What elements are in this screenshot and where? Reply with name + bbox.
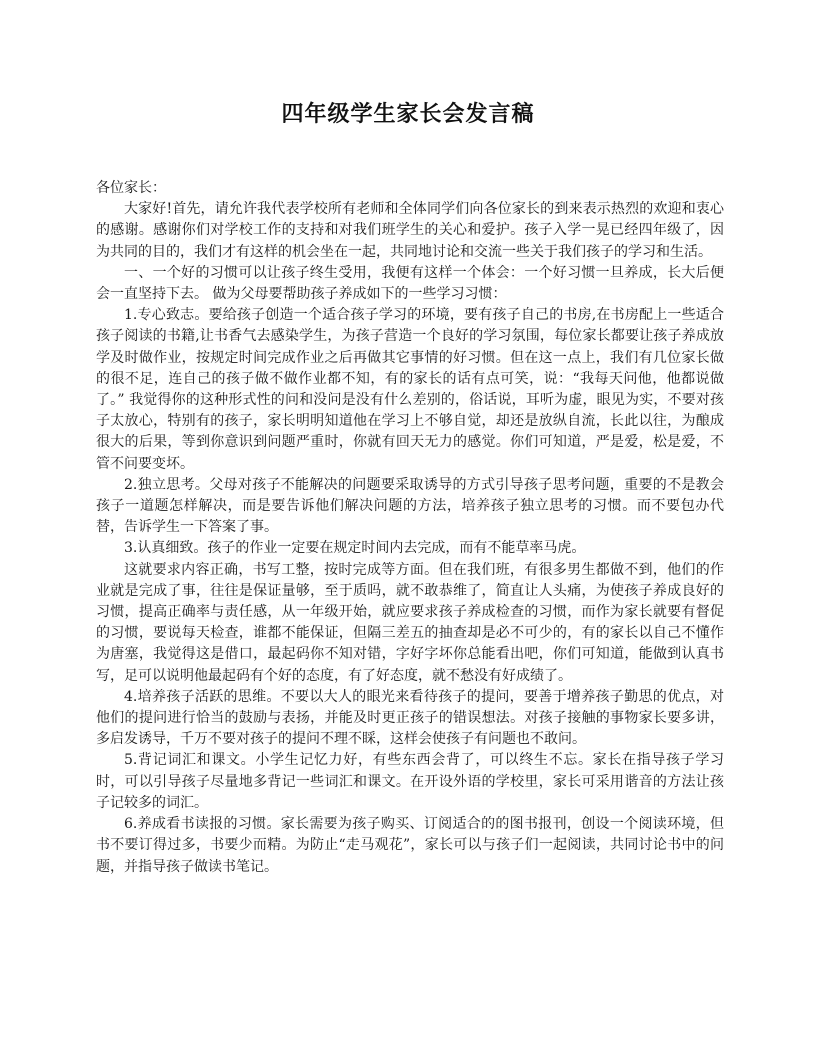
paragraph-careful: 3.认真细致。孩子的作业一定要在规定时间内去完成，而有不能草率马虎。: [124, 540, 586, 557]
paragraph-careful-detail: 这就要求内容正确，书写工整，按时完成等方面。但在我们班，有很多男生都做不到，他们的作业就是完成了事，往往是保证量够，至于质吗，就不敢恭维了，简直让人头痛，为使孩子养成良好的习惯，提高正确率与责任感，从一年级开始，就应要求孩子养成检查的习惯，而作为家长就要有督促的习惯，要说每天检查，谁都不能保证，但隔三差五的抽查却是必不可少的，有的家长以自己不懂作为唐塞，我觉得这是借口，最起码你不知对错，字好字坏你总能看出吧，你们可知道，能做到认真书写，足可以说明他最起码有个好的态度，有了好态度，就不愁没有好成绩了。: [96, 561, 724, 684]
document-body: [96, 178, 724, 878]
paragraph-active-thinking: 4.培养孩子活跃的思维。不要以大人的眼光来看待孩子的提问，要善于增养孩子勤思的优点，对他们的提问进行恰当的鼓励与表扬，并能及时更正孩子的错误想法。对孩子接触的事物家长要多讲，多启发诱导，千万不要对孩子的提问不理不睬，这样会使孩子有问题也不敢问。: [96, 688, 724, 748]
paragraph-habits-intro: 一、一个好的习惯可以让孩子终生受用，我便有这样一个体会：一个好习惯一旦养成，长大后便会一直坚持下去。 做为父母要帮助孩子养成如下的一些学习习惯：: [96, 264, 724, 303]
paragraph-welcome: 大家好!首先，请允许我代表学校所有老师和全体同学们向各位家长的到来表示热烈的欢迎和衷心的感谢。感谢你们对学校工作的支持和对我们班学生的关心和爱护。孩子入学一晃已经四年级了，因为共同的目的，我们才有这样的机会坐在一起，共同地讨论和交流一些关于我们孩子的学习和生活。: [96, 201, 724, 260]
paragraph-reading: 6.养成看书读报的习惯。家长需要为孩子购买、订阅适合的的图书报刊，创设一个阅读环境，但书不要订得过多，书要少而精。为防止“走马观花”，家长可以与孩子们一起阅读，共同讨论书中的问题，并指导孩子做读书笔记。: [96, 816, 724, 875]
paragraph-independent-thinking: 2.独立思考。父母对孩子不能解决的问题要采取诱导的方式引导孩子思考问题，重要的不是教会孩子一道题怎样解决，而是要告诉他们解决问题的方法，培养孩子独立思考的习惯。而不要包办代替，告诉学生一下答案了事。: [96, 476, 724, 536]
paragraph-focus: 1.专心致志。要给孩子创造一个适合孩子学习的环境，要有孩子自己的书房,在书房配上一些适合孩子阅读的书籍,让书香气去感染学生，为孩子营造一个良好的学习氛围，每位家长都要让孩子养成放学及时做作业，按规定时间完成作业之后再做其它事情的好习惯。但在这一点上，我们有几位家长做的很不足，连自己的孩子做不做作业都不知，有的家长的话有点可笑，说：“我每天问他，他都说做了。” 我觉得你的这种形式性的问和没问是没有什么差别的，俗话说，耳听为虚，眼见为实，不要对孩子太放心，特别有的孩子，家长明明知道他在学习上不够自觉，却还是放纵自流，长此以往，为酿成很大的后果，等到你意识到问题严重时，你就有回天无力的感觉。你们可知道，严是爱，松是爱，不管不问要变坏。: [96, 307, 724, 472]
salutation: 各位家长：: [96, 180, 166, 196]
document-title: 四年级学生家长会发言稿: [281, 101, 535, 127]
paragraph-memorize: 5.背记词汇和课文。小学生记忆力好，有些东西会背了，可以终生不忘。家长在指导孩子学习时，可以引导孩子尽量地多背记一些词汇和课文。在开设外语的学校里，家长可采用谐音的方法让孩子记较多的词汇。: [96, 752, 724, 811]
